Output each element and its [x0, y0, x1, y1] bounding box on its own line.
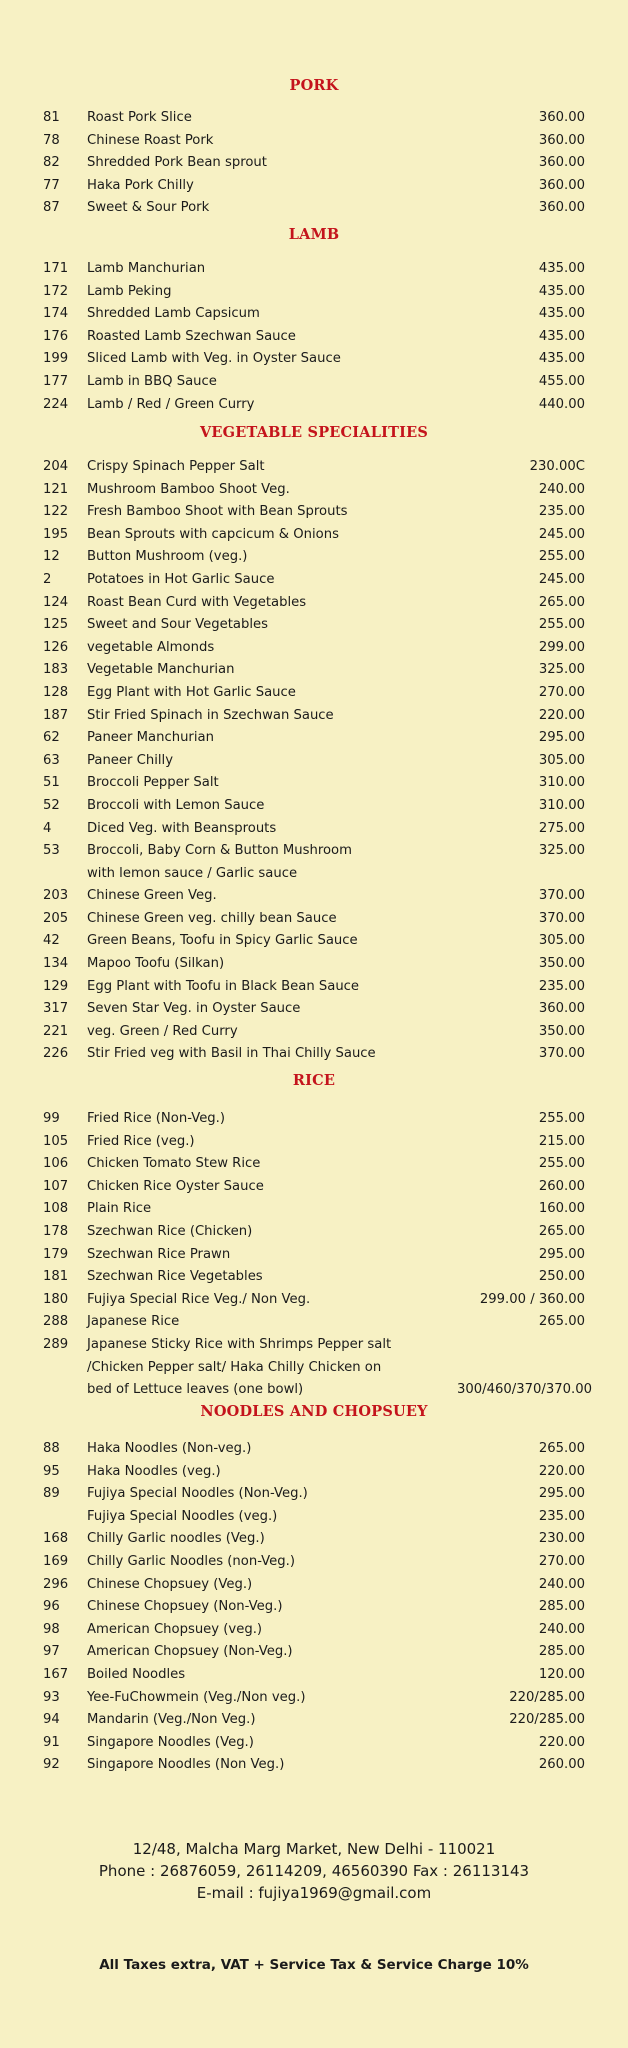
- menu-item: 195 Bean Sprouts with capcicum & Onions 245.00: [43, 526, 585, 542]
- menu-item: 169 Chilly Garlic Noodles (non-Veg.) 270.00: [43, 1553, 585, 1569]
- menu-item: 289 Japanese Sticky Rice with Shrimps Pepper salt /Chicken Pepper salt/ Haka Chilly Chicken on bed of Lettuce leaves (one bowl) 300/460/370/370.00: [43, 1336, 592, 1398]
- menu-item: 78 Chinese Roast Pork 360.00: [43, 132, 585, 148]
- menu-item: 177 Lamb in BBQ Sauce 455.00: [43, 373, 585, 389]
- menu-item: 98 American Chopsuey (veg.) 240.00: [43, 1621, 585, 1637]
- menu-item: 179 Szechwan Rice Prawn 295.00: [43, 1246, 585, 1262]
- section-noodles-and-chopsuey: [0, 1401, 628, 1777]
- menu-item: 99 Fried Rice (Non-Veg.) 255.00: [43, 1111, 585, 1126]
- section-title: NOODLES AND CHOPSUEY: [200, 1403, 428, 1420]
- menu-item: 199 Sliced Lamb with Veg. in Oyster Sauce 435.00: [43, 351, 585, 367]
- menu-item: 77 Haka Pork Chilly 360.00: [43, 177, 585, 193]
- section-title: LAMB: [288, 226, 340, 243]
- menu-item: 221 veg. Green / Red Curry 350.00: [43, 1023, 585, 1039]
- menu-item: 203 Chinese Green Veg. 370.00: [43, 888, 585, 904]
- section-vegetable-specialities: [0, 422, 628, 1066]
- menu-item: 92 Singapore Noodles (Non Veg.) 260.00: [43, 1757, 585, 1773]
- menu-item: 129 Egg Plant with Toofu in Black Bean Sauce 235.00: [43, 978, 585, 994]
- section-rice: [0, 1070, 628, 1402]
- menu-item: 125 Sweet and Sour Vegetables 255.00: [43, 617, 585, 633]
- menu-item: 204 Crispy Spinach Pepper Salt 230.00C: [43, 459, 585, 474]
- menu-item: 205 Chinese Green veg. chilly bean Sauce 370.00: [43, 910, 585, 926]
- section-lamb: [0, 224, 628, 416]
- menu-item: 95 Haka Noodles (veg.) 220.00: [43, 1463, 585, 1479]
- menu-item: 124 Roast Bean Curd with Vegetables 265.00: [43, 594, 585, 610]
- menu-item: 226 Stir Fried veg with Basil in Thai Chilly Sauce 370.00: [43, 1046, 585, 1062]
- menu-item: 167 Boiled Noodles 120.00: [43, 1666, 585, 1682]
- menu-item: 12 Button Mushroom (veg.) 255.00: [43, 549, 585, 565]
- menu-item: Fujiya Special Noodles (veg.) 235.00: [87, 1508, 585, 1524]
- menu-item: 183 Vegetable Manchurian 325.00: [43, 662, 585, 678]
- menu-item: 122 Fresh Bamboo Shoot with Bean Sprouts 235.00: [43, 504, 585, 520]
- menu-item: 224 Lamb / Red / Green Curry 440.00: [43, 396, 585, 412]
- menu-item: 51 Broccoli Pepper Salt 310.00: [43, 775, 585, 791]
- menu-item: 317 Seven Star Veg. in Oyster Sauce 360.00: [43, 1001, 585, 1017]
- menu-item: 89 Fujiya Special Noodles (Non-Veg.) 295.00: [43, 1486, 585, 1502]
- menu-item: 88 Haka Noodles (Non-veg.) 265.00: [43, 1441, 585, 1456]
- menu-item: 87 Sweet & Sour Pork 360.00: [43, 200, 585, 216]
- menu-item: 128 Egg Plant with Hot Garlic Sauce 270.00: [43, 684, 585, 700]
- menu-item: 42 Green Beans, Toofu in Spicy Garlic Sauce 305.00: [43, 933, 585, 949]
- menu-item: 94 Mandarin (Veg./Non Veg.) 220/285.00: [43, 1712, 585, 1728]
- menu-item: 105 Fried Rice (veg.) 215.00: [43, 1133, 585, 1149]
- address: 12/48, Malcha Marg Market, New Delhi - 110021: [132, 1840, 496, 1858]
- section-title: VEGETABLE SPECIALITIES: [199, 424, 428, 441]
- section-pork: [0, 75, 628, 220]
- email: E-mail : fujiya1969@gmail.com: [196, 1884, 432, 1902]
- section-title: PORK: [289, 77, 339, 94]
- menu-item: 288 Japanese Rice 265.00: [43, 1314, 585, 1330]
- menu-item: 81 Roast Pork Slice 360.00: [43, 110, 585, 125]
- menu-item: 108 Plain Rice 160.00: [43, 1201, 585, 1217]
- menu-item: 62 Paneer Manchurian 295.00: [43, 730, 585, 746]
- menu-item: 121 Mushroom Bamboo Shoot Veg. 240.00: [43, 481, 585, 497]
- menu-item: 181 Szechwan Rice Vegetables 250.00: [43, 1269, 585, 1285]
- menu-item: 52 Broccoli with Lemon Sauce 310.00: [43, 797, 585, 813]
- menu-item: 187 Stir Fried Spinach in Szechwan Sauce 220.00: [43, 707, 585, 723]
- menu-item: 174 Shredded Lamb Capsicum 435.00: [43, 306, 585, 322]
- menu-item: 96 Chinese Chopsuey (Non-Veg.) 285.00: [43, 1599, 585, 1615]
- menu-item: 134 Mapoo Toofu (Silkan) 350.00: [43, 956, 585, 972]
- menu-item: 168 Chilly Garlic noodles (Veg.) 230.00: [43, 1531, 585, 1547]
- menu-item: 176 Roasted Lamb Szechwan Sauce 435.00: [43, 328, 585, 344]
- menu-item: 91 Singapore Noodles (Veg.) 220.00: [43, 1734, 585, 1750]
- contact-block: [0, 1838, 628, 1904]
- menu-item: 93 Yee-FuChowmein (Veg./Non veg.) 220/285.00: [43, 1689, 585, 1705]
- menu-item: 296 Chinese Chopsuey (Veg.) 240.00: [43, 1576, 585, 1592]
- menu-item: 97 American Chopsuey (Non-Veg.) 285.00: [43, 1644, 585, 1660]
- menu-item: 106 Chicken Tomato Stew Rice 255.00: [43, 1156, 585, 1172]
- menu-item: 53 Broccoli, Baby Corn & Button Mushroom with lemon sauce / Garlic sauce 325.00: [43, 843, 585, 881]
- menu-item: 172 Lamb Peking 435.00: [43, 283, 585, 299]
- menu-item: 126 vegetable Almonds 299.00: [43, 639, 585, 655]
- menu-item: 178 Szechwan Rice (Chicken) 265.00: [43, 1223, 585, 1239]
- menu-item: 171 Lamb Manchurian 435.00: [43, 261, 585, 276]
- menu-item: 180 Fujiya Special Rice Veg./ Non Veg. 299.00 / 360.00: [43, 1291, 585, 1307]
- menu-item: 107 Chicken Rice Oyster Sauce 260.00: [43, 1178, 585, 1194]
- menu-item: 82 Shredded Pork Bean sprout 360.00: [43, 155, 585, 171]
- section-title: RICE: [292, 1072, 336, 1089]
- menu-item: 63 Paneer Chilly 305.00: [43, 752, 585, 768]
- tax-note: All Taxes extra, VAT + Service Tax & Service Charge 10%: [99, 1957, 529, 1973]
- phone-fax: Phone : 26876059, 26114209, 46560390 Fax : 26113143: [98, 1862, 530, 1880]
- menu-item: 4 Diced Veg. with Beansprouts 275.00: [43, 820, 585, 836]
- menu-item: 2 Potatoes in Hot Garlic Sauce 245.00: [43, 571, 585, 587]
